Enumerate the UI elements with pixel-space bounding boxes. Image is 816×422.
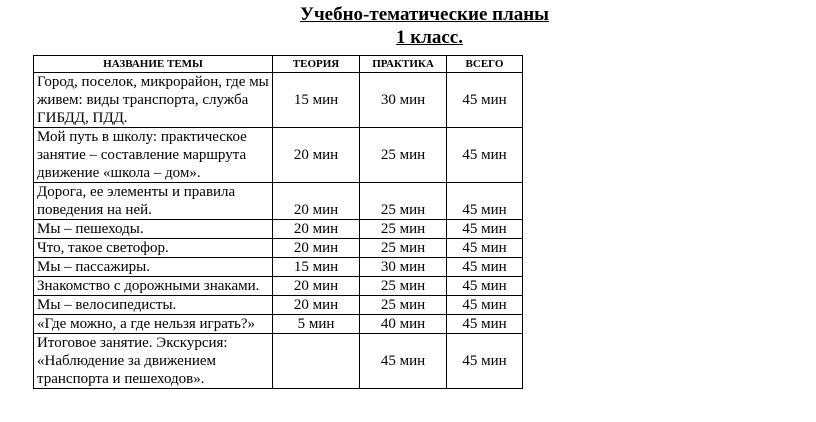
total-cell: 45 мин: [447, 183, 523, 220]
topic-cell: «Где можно, а где нельзя играть?»: [34, 315, 273, 334]
theory-cell: 20 мин: [273, 128, 360, 183]
total-cell: 45 мин: [447, 239, 523, 258]
theory-cell: [273, 334, 360, 389]
practice-cell: 25 мин: [360, 296, 447, 315]
total-cell: 45 мин: [447, 220, 523, 239]
column-header-theory: ТЕОРИЯ: [273, 56, 360, 73]
practice-cell: 40 мин: [360, 315, 447, 334]
column-header-topic: НАЗВАНИЕ ТЕМЫ: [34, 56, 273, 73]
total-cell: 45 мин: [447, 128, 523, 183]
topic-cell: Итоговое занятие. Экскурсия: «Наблюдение за движением транспорта и пешеходов».: [34, 334, 273, 389]
table-row: [34, 128, 523, 183]
theory-cell: 15 мин: [273, 258, 360, 277]
table-row: [34, 73, 523, 128]
practice-cell: 25 мин: [360, 183, 447, 220]
theory-cell: 5 мин: [273, 315, 360, 334]
table-row: [34, 277, 523, 296]
topic-cell: Город, поселок, микрорайон, где мы живем: виды транспорта, служба ГИБДД, ПДД.: [34, 73, 273, 128]
theory-cell: 20 мин: [273, 220, 360, 239]
theory-cell: 20 мин: [273, 239, 360, 258]
column-header-practice: ПРАКТИКА: [360, 56, 447, 73]
table-row: [34, 258, 523, 277]
total-cell: 45 мин: [447, 296, 523, 315]
total-cell: 45 мин: [447, 334, 523, 389]
practice-cell: 25 мин: [360, 277, 447, 296]
total-cell: 45 мин: [447, 258, 523, 277]
topic-cell: Мы – пассажиры.: [34, 258, 273, 277]
topic-cell: Дорога, ее элементы и правила поведения на ней.: [34, 183, 273, 220]
table-header-row: [34, 56, 523, 73]
practice-cell: 30 мин: [360, 258, 447, 277]
topic-cell: Мы – велосипедисты.: [34, 296, 273, 315]
table-row: [34, 220, 523, 239]
practice-cell: 25 мин: [360, 128, 447, 183]
theory-cell: 20 мин: [273, 296, 360, 315]
curriculum-table: [33, 55, 523, 389]
topic-cell: Мой путь в школу: практическое занятие – составление маршрута движение «школа – дом».: [34, 128, 273, 183]
total-cell: 45 мин: [447, 277, 523, 296]
theory-cell: 20 мин: [273, 277, 360, 296]
practice-cell: 30 мин: [360, 73, 447, 128]
practice-cell: 45 мин: [360, 334, 447, 389]
column-header-total: ВСЕГО: [447, 56, 523, 73]
table-row: [34, 183, 523, 220]
practice-cell: 25 мин: [360, 220, 447, 239]
topic-cell: Знакомство с дорожными знаками.: [34, 277, 273, 296]
document-title: Учебно-тематические планы: [300, 4, 550, 25]
topic-cell: Мы – пешеходы.: [34, 220, 273, 239]
table-row: [34, 239, 523, 258]
table-row: [34, 296, 523, 315]
theory-cell: 15 мин: [273, 73, 360, 128]
total-cell: 45 мин: [447, 73, 523, 128]
table-row: [34, 315, 523, 334]
topic-cell: Что, такое светофор.: [34, 239, 273, 258]
total-cell: 45 мин: [447, 315, 523, 334]
theory-cell: 20 мин: [273, 183, 360, 220]
table-row: [34, 334, 523, 389]
practice-cell: 25 мин: [360, 239, 447, 258]
grade-subtitle: 1 класс.: [396, 27, 463, 48]
